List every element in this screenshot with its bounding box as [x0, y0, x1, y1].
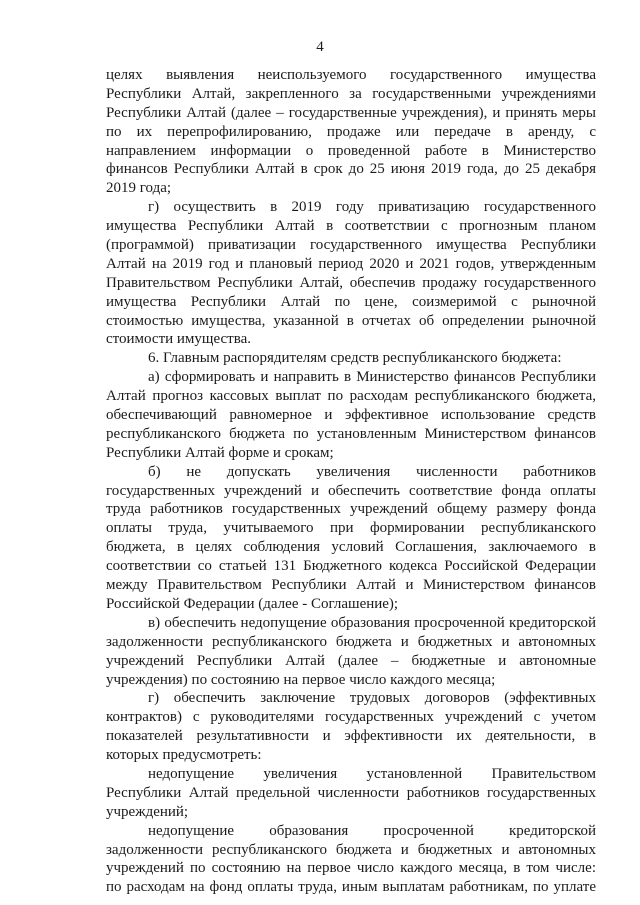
text-line: по расходам на фонд оплаты труда, иным выплатам работникам, по уплате [106, 879, 596, 896]
text-line: задолженности республиканского бюджета и бюджетных и автономных [106, 841, 596, 858]
text-line: республиканского бюджета по установленным Министерством финансов [106, 425, 596, 442]
text-line: учреждений по состоянию на первое число каждого месяца, в том числе: [106, 860, 596, 877]
text-line: а) сформировать и направить в Министерство финансов Республики [148, 369, 596, 386]
text-line: Республики Алтай (далее – государственные учреждения), и принять меры [106, 104, 596, 121]
text-line: недопущение образования просроченной кредиторской [148, 822, 596, 839]
text-line: финансов Республики Алтай в срок до 25 июня 2019 года, до 25 декабря [106, 161, 596, 178]
text-line: оплаты труда, учитываемого при формировании республиканского [106, 520, 596, 537]
text-line: труда работников государственных учреждений общему размеру фонда [106, 501, 596, 518]
text-line: целях выявления неиспользуемого государственного имущества [106, 67, 596, 83]
text-line: учреждения) по состоянию на первое число каждого месяца; [106, 671, 496, 688]
text-line: Алтай прогноз кассовых выплат по расходам республиканского бюджета, [106, 388, 596, 405]
text-line: стоимостью имущества, указанной в отчетах об определении рыночной [106, 312, 596, 329]
text-line: контрактов) с руководителями государственных учреждений с учетом [106, 709, 596, 726]
text-line: между Правительством Республики Алтай и Министерством финансов [106, 577, 596, 594]
text-line: учреждений Республики Алтай (далее – бюджетные и автономные [106, 652, 596, 669]
text-line: Республики Алтай предельной численности работников государственных [106, 784, 596, 801]
text-line: 6. Главным распорядителям средств республиканского бюджета: [148, 350, 562, 367]
text-line: б) не допускать увеличения численности работников [148, 463, 596, 480]
text-line: в) обеспечить недопущение образования просроченной кредиторской [148, 614, 596, 631]
text-line: направлением информации о проведенной работе в Министерство [106, 142, 596, 159]
document-body [106, 66, 596, 897]
text-line: задолженности республиканского бюджета и бюджетных и автономных [106, 633, 596, 650]
text-line: показателей результативности и эффективности их деятельности, в [106, 728, 596, 745]
text-line: учреждений; [106, 803, 189, 820]
text-line: Республики Алтай, закрепленного за государственными учреждениями [106, 85, 596, 102]
text-line: имущества Республики Алтай в соответствии с прогнозным планом [106, 218, 596, 235]
text-line: Правительством Республики Алтай, обеспечив продажу государственного [106, 274, 596, 291]
text-line: по их перепрофилированию, продаже или передаче в аренду, с [106, 123, 596, 140]
text-line: обеспечивающий равномерное и эффективное использование средств [106, 407, 596, 424]
text-line: Алтай на 2019 год и плановый период 2020 и 2021 годов, утвержденным [106, 255, 596, 272]
text-line: г) осуществить в 2019 году приватизацию государственного [148, 199, 596, 216]
text-line: (программой) приватизации государственного имущества Республики [106, 237, 596, 254]
text-line: соответствии со статьей 131 Бюджетного кодекса Российской Федерации [106, 558, 596, 575]
text-line: имущества Республики Алтай по цене, соизмеримой с рыночной [106, 293, 596, 310]
text-line: г) обеспечить заключение трудовых договоров (эффективных [148, 690, 596, 707]
text-line: Российской Федерации (далее - Соглашение); [106, 595, 399, 612]
page-number: 4 [316, 39, 324, 55]
text-line: 2019 года; [106, 180, 172, 197]
text-line: государственных учреждений и обеспечить соответствие фонда оплаты [106, 482, 596, 499]
text-line: которых предусмотреть: [106, 747, 262, 764]
text-line: Республики Алтай форме и срокам; [106, 444, 334, 461]
text-line: стоимости имущества. [106, 331, 252, 348]
text-line: недопущение увеличения установленной Правительством [148, 765, 596, 782]
text-line: бюджета, в целях соблюдения условий Соглашения, заключаемого в [106, 539, 596, 556]
